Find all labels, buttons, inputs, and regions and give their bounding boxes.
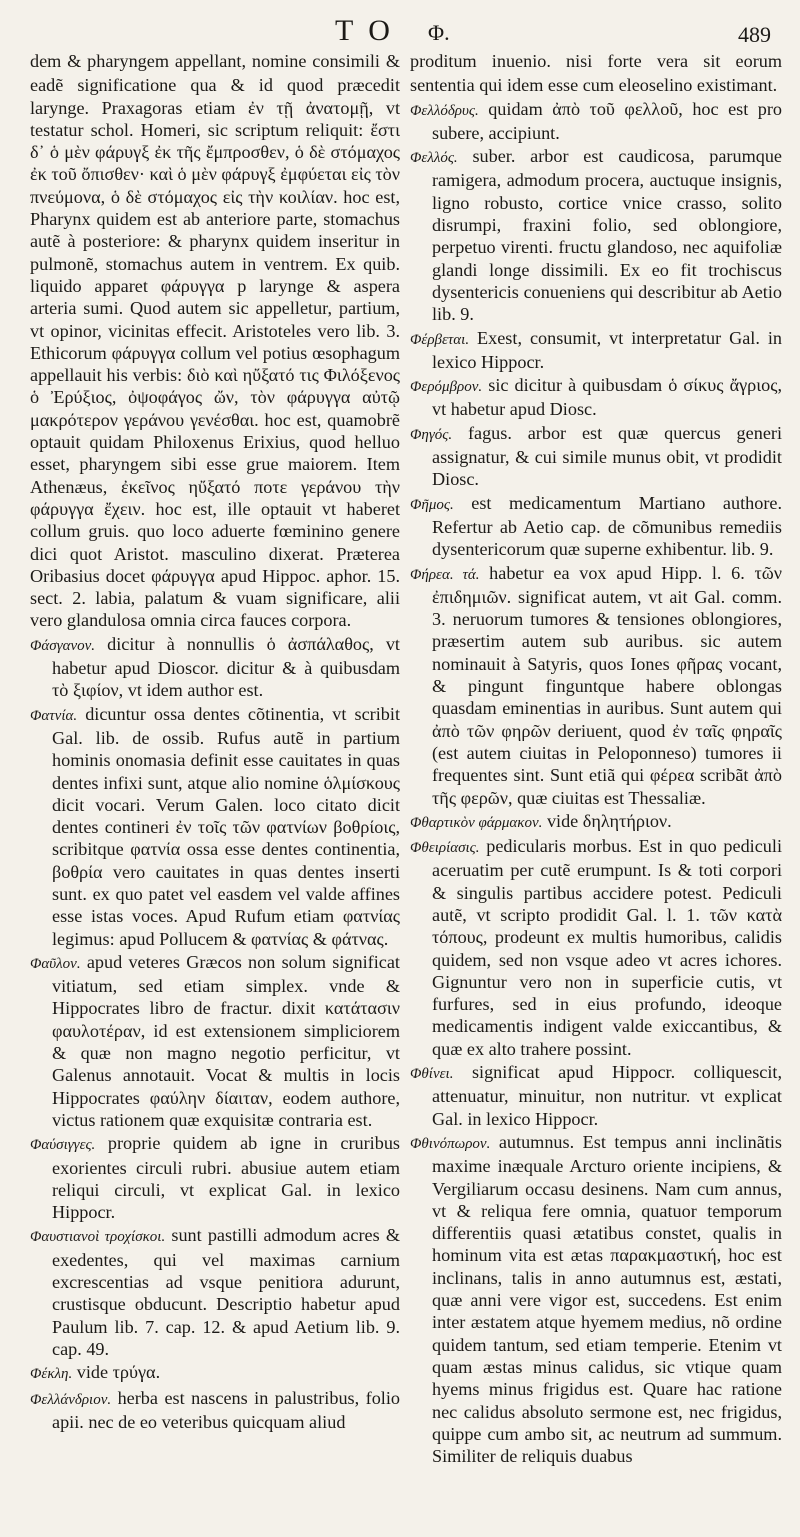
dictionary-entry <box>30 951 400 1131</box>
dictionary-entry <box>410 50 782 97</box>
entry-text: quidam ἀπὸ τοῦ φελλοῦ, hoc est pro subere, accipiunt. <box>432 98 782 143</box>
entry-text: dicuntur ossa dentes cõtinentia, vt scribit Gal. lib. de ossib. Rufus autẽ in partium hominis onomasia definit esse cauitates in quas dentes infixi sunt, atque alio nomine ὁλμίσκους dicit vocari. Verum Galen. loco citato dicit dentes contineri ἐν τοῖς τῶν φατνίων βοθρίοις, scribitque φατνία ossa esse dentes continentia, βοθρία vero cauitates in quas dentes inserti sunt. ex quo patet vel easdem vel valde affines esse istas voces. Apud Rufum etiam φατνίας legimus: apud Pollucem & φατνίας & φάτνας. <box>52 703 400 949</box>
dictionary-entry <box>410 810 782 834</box>
entry-headword: Φήρεα. τά. <box>410 566 480 583</box>
entry-headword: Φθινόπωρον. <box>410 1135 491 1152</box>
entry-headword: Φαυστιανοὶ τροχίσκοι. <box>30 1229 166 1246</box>
entry-headword: Φερόμβρον. <box>410 379 483 396</box>
entry-text: Exest, consumit, vt interpretatur Gal. in lexico Hippocr. <box>432 327 782 372</box>
section-letter: Φ. <box>428 20 450 45</box>
entry-text: est medicamentum Martiano authore. Refertur ab Aetio cap. de cõmunibus remediis dysentericorum quæ superne exhibentur. lib. 9. <box>432 492 782 560</box>
entry-text: dem & pharyngem appellant, nomine consimili & eadẽ significatione qua & id quod præcedit larynge. Praxagoras etiam ἐν τῇ ἀνατομῇ, vt testatur schol. Homeri, sic scriptum reliquit: ἔστι δ᾽ ὁ μὲν φάρυγξ ἐκ τῆς ἔμπροσθεν, ὁ δὲ στόμαχος ἐκ τοῦ ὄπισθεν· καὶ ὁ μὲν φάρυγξ ἐμφύεται εἰς τὸν πνεύμονα, ὁ δὲ στόμαχος εἰς τὴν κοιλίαν. hoc est, Pharynx quidem est ab anteriore parte, stomachus autẽ à posteriore: & pharynx quidem inseritur in pulmonẽ, stomachus autem in ventrem. Ex quib. liquido apparet φάρυγγα p larynge & aspera arteria sumi. Quod autem sic appelletur, partium, vt opinor, vicinitas effecit. Aristoteles vero lib. 3. Ethicorum φάρυγγα collum vel potius œsophagum appellauit his verbis: διὸ καὶ ηὔξατό τις Φιλόξενος ὁ Ἐρύξιος, ὀψοφάγος ὤν, τὸν φάρυγγα αὐτῷ μακρότερον γεράνου γενέσθαι. hoc est, quamobrẽ optauit quidam Philoxenus Erixius, quod helluo esset, pharyngem sibi esse grue maiorem. Item Athenæus, ἐκεῖνος ηὔξατό ποτε γεράνου τὴν φάρυγγα ἔχειν. hoc est, ille optauit vt haberet collum gruis. quo loco aduerte fœminino genere dici quot Aristot. masculino dixerat. Præterea Oribasius docet φάρυγγα apud Hippoc. aphor. 15. sect. 2. labia, palatum & vuam significare, alii vero glandulosa omnia circa fauces corpora. <box>30 51 400 631</box>
dictionary-entry <box>410 1061 782 1130</box>
entry-headword: Φελλόδρυς. <box>410 102 479 119</box>
entry-headword: Φθίνει. <box>410 1066 454 1083</box>
entry-headword: Φατνία. <box>30 707 78 724</box>
entry-text: habetur ea vox apud Hipp. l. 6. τῶν ἐπιδημιῶν. significat autem, vt ait Gal. comm. 3. neruorum tumores & tensiones oblongiores, præsertim autem sub auribus. sic autem nominauit à Satyris, quos Iones φῆρας vocant, & pingunt finguntque habere oblongas quasdam eminentias in auribus. Sunt autem qui ἀπὸ τῶν φηρῶν deriuent, quod ἐν ταῖς φηραῖς (est autem ciuitas in Peloponneso) tumores ii frequentes sint. Sunt etiã qui φέρεα scribãt ἀπὸ τῆς φερῶν, quæ ciuitas est Thessaliæ. <box>432 562 782 808</box>
entry-headword: Φέρβεται. <box>410 331 470 348</box>
entry-text: suber. arbor est caudicosa, parumque ramigera, admodum procera, auctuque insignis, ligno robusto, cortice vnice crasso, solito disrumpi, fraxini folio, sed oblongiore, perpetuo virenti. fructu glandoso, nec aquifoliæ glandi longe dissimili. Ex eo fit trochiscus dysentericis conueniens qui describitur ab Aetio lib. 9. <box>432 146 782 325</box>
entry-text: significat apud Hippocr. colliquescit, attenuatur, minuitur, non nutritur. vt explicat Gal. in lexico Hippocr. <box>432 1062 782 1129</box>
entry-text: apud veteres Græcos non solum significat vitiatum, sed etiam simplex. vnde & Hippocrates libro de fractur. dixit κατάτασιν φαυλοτέραν, id est extensionem simpliciorem & quæ non magno negotio perficitur, vt Galenus annotauit. Vocat & multis in locis Hippocrates φαύλην δίαιταν, eodem authore, victus rationem quæ exquisitæ contraria est. <box>52 951 400 1130</box>
dictionary-entry <box>30 703 400 950</box>
entry-text: vide τρύγα. <box>72 1362 161 1383</box>
running-header <box>0 10 800 50</box>
dictionary-entry <box>30 1132 400 1223</box>
page-number: 489 <box>738 22 771 47</box>
entry-headword: Φελλάνδριον. <box>30 1391 112 1408</box>
entry-text: sunt pastilli admodum acres & exedentes, qui vel maximas carnium excrescentias ad vsque penitiora adurunt, crustisque obducunt. Descriptio habetur apud Paulum lib. 7. cap. 12. & apud Aetium lib. 9. cap. 49. <box>52 1225 400 1359</box>
entry-text: herba est nascens in palustribus, folio apii. nec de eo veteribus quicquam aliud <box>52 1387 400 1432</box>
dictionary-entry <box>30 1387 400 1434</box>
entry-text: fagus. arbor est quæ quercus generi assignatur, & cui simile munus obit, vt prodidit Diosc. <box>432 422 782 490</box>
left-column <box>30 50 400 1528</box>
dictionary-entry <box>410 374 782 421</box>
dictionary-entry <box>30 1224 400 1360</box>
entry-headword: Φθειρίασις. <box>410 840 480 857</box>
dictionary-entry <box>410 98 782 145</box>
entry-headword: Φάσγανον. <box>30 637 96 654</box>
entry-headword: Φθαρτικὸν φάρμακον. <box>410 814 543 831</box>
entry-text: pedicularis morbus. Est in quo pediculi aceruatim per cutẽ erumpunt. Is & toti corpori & singulis partibus accidere potest. Pediculi autẽ, vt scripto prodidit Gal. l. 1. τῶν κατὰ τόπους, prodeunt ex multis humoribus, calidis quidem, sed non vsque adeo vt acres ichores. Gignuntur vero non in superficie cutis, vt furfures, sed in eius profundo, ideoque medicamentis indigent valde exiccantibus, & quæ ex alto trahere possint. <box>432 836 782 1059</box>
entry-text: autumnus. Est tempus anni inclinãtis maxime inæquale Arcturo oriente incipiens, & Vergiliarum occasu desinens. Nam cum annus, vt & reliqua fere omnia, quatuor temporum differentiis quasi ætatibus constet, qualis in hominum vita est ætas παρακμαστική, hoc est inclinans, talis in anno autumnus est, æstati, quæ anni vere vigor est, succedens. Est enim inter æstatem atque hyemem medius, nõ ordine quidem tantum, sed etiam temperie. Etenim vt quam æstas minus calidus, sic vtique quam hyems minus frigidus est. Quare hac ratione nec calidus absoluto sermone est, nec frigidus, quippe cum ambo sit, ac neutrum ad summum. Similiter de reliquis duabus <box>432 1131 782 1467</box>
dictionary-entry <box>410 835 782 1060</box>
entry-text: vide δηλητήριον. <box>542 810 672 831</box>
dictionary-entry <box>410 422 782 491</box>
entry-text: proprie quidem ab igne in cruribus exorientes circuli rubri. abusiue autem etiam reliqui circuli, vt explicat Gal. in lexico Hippocr. <box>52 1133 400 1223</box>
entry-headword: Φέκλη. <box>30 1366 73 1383</box>
dictionary-entry <box>30 1361 400 1385</box>
entry-headword: Φῆμος. <box>410 496 454 513</box>
dictionary-entry <box>410 327 782 374</box>
entry-text: dicitur à nonnullis ὁ ἀσπάλαθος, vt habetur apud Dioscor. dicitur & à quibusdam τὸ ξιφίον, vt idem author est. <box>52 633 400 701</box>
right-column <box>410 50 782 1528</box>
entry-headword: Φελλός. <box>410 150 458 167</box>
dictionary-entry <box>30 50 400 632</box>
entry-text: proditum inuenio. nisi forte vera sit eorum sententia qui idem esse cum eleoselino existimant. <box>410 51 782 96</box>
entry-headword: Φαῦλον. <box>30 955 81 972</box>
dictionary-entry <box>410 492 782 561</box>
dictionary-entry <box>410 562 782 809</box>
dictionary-entry <box>410 1131 782 1467</box>
dictionary-entry <box>30 633 400 702</box>
entry-text: sic dicitur à quibusdam ὁ σίκυς ἄγριος, vt habetur apud Diosc. <box>432 375 782 420</box>
entry-headword: Φαύσιγγες. <box>30 1137 96 1154</box>
dictionary-entry <box>410 145 782 325</box>
running-title: T O <box>335 14 394 47</box>
entry-headword: Φηγός. <box>410 426 453 443</box>
